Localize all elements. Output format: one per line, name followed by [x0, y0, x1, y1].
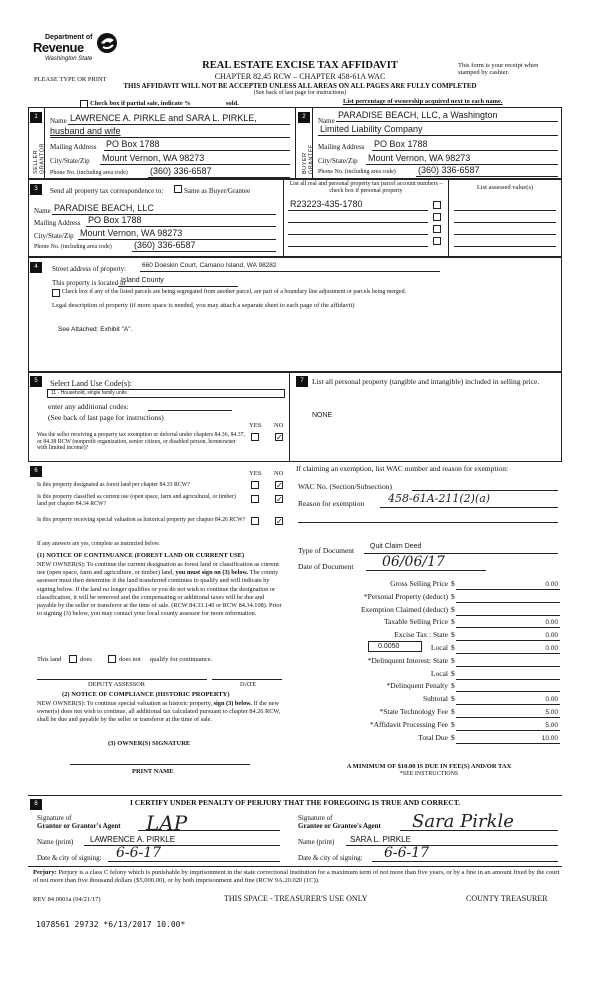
- tax-row: [298, 657, 560, 669]
- parcel-personal-checkbox-1[interactable]: [433, 201, 441, 209]
- parcel-number-1[interactable]: R23223-435-1780: [290, 199, 363, 209]
- dollar-sign: $: [451, 605, 455, 614]
- historic-yes-checkbox[interactable]: [251, 517, 259, 525]
- parcel-personal-checkbox-2[interactable]: [433, 213, 441, 221]
- tax-row-label: *State Technology Fee: [379, 707, 448, 716]
- tax-row: [298, 682, 560, 694]
- buyer-city[interactable]: Mount Vernon, WA 98273: [368, 153, 471, 163]
- tax-row-label: Total Due: [418, 733, 448, 742]
- local-rate[interactable]: 0.0050: [378, 643, 400, 650]
- tax-row: [298, 644, 560, 656]
- land-use-select[interactable]: 11 - Household, single family units: [47, 389, 285, 398]
- exemption-reason[interactable]: 458-61A-211(2)(a): [388, 492, 491, 505]
- personal-property-value[interactable]: NONE: [312, 412, 333, 419]
- dollar-sign: $: [451, 643, 455, 652]
- parcel-personal-checkbox-3[interactable]: [433, 225, 441, 233]
- tax-row-value[interactable]: 10.00: [541, 735, 558, 742]
- dollar-sign: $: [451, 733, 455, 742]
- form-notice: THIS AFFIDAVIT WILL NOT BE ACCEPTED UNLESS ALL AREAS ON ALL PAGES ARE FULLY COMPLETED: [123, 82, 477, 90]
- tax-row: [298, 618, 560, 630]
- buyer-phone[interactable]: (360) 336-6587: [418, 165, 480, 175]
- seller-name-2[interactable]: husband and wife: [50, 126, 121, 136]
- dollar-sign: $: [451, 630, 455, 639]
- dollar-sign: $: [451, 694, 455, 703]
- tax-row: [298, 593, 560, 605]
- tax-row-label: Excise Tax : State: [394, 630, 448, 639]
- seller-name-1[interactable]: LAWRENCE A. PIRKLE and SARA L. PIRKLE,: [70, 113, 257, 123]
- buyer-name-2[interactable]: Limited Liability Company: [320, 124, 423, 134]
- grantee-print-name[interactable]: SARA L. PIRKLE: [350, 835, 411, 844]
- dollar-sign: $: [451, 656, 455, 665]
- dor-logo: Department of Revenue Washington State: [33, 32, 128, 64]
- tax-row: [298, 631, 560, 643]
- affidavit-page: Department of Revenue Washington State REAL ESTATE EXCISE TAX AFFIDAVIT CHAPTER 82.45 RCW – CHAPTER 458-61A WAC THIS AFFIDAVIT WILL NOT BE ACCEPTED UNLESS ALL AREAS ON ALL PAGES ARE FULLY COMPLETED (See back of last page for instructions) PLEASE TYPE OR PRINT This form is your receipt when stamped by cashier. Check box if partial sale, indicate % sold. List percentage of ownership acquired next to each name. 1 SELLER GRANTOR Name LAWRENCE A. PIRKLE and SARA L. PIRKLE, husband and wife Mailing Address PO Box 1788 City/State/Zip Mount Vernon, WA 98273 Phone No. (including area code) (360) 336-6587 2 BUYER GRANTEE Name PARADISE BEACH, LLC, a Washington Limited Liability Company Mailing Address PO Box 1788 City/State/Zip Mount Vernon, WA 98273 Phone No. (including area code) (360) 336-6587 3 Send all property tax correspondence to: Same as Buyer/Grantee Name PARADISE BEACH, LLC Mailing Address PO Box 1788 City/State/Zip Mount Vernon, WA 98273 Phone No. (including area code) (360) 336-6587 List all real and personal property tax parcel account numbers – check box if personal property List assessed value(s) R23223-435-1780 4 Street address of property: 660 Doeskin Court, Camano Island, WA 98282 This property is located in Island County Check box if any of the listed parcels are being segregated from another parcel, are part of a boundary line adjustment or parcels being merged. Legal description of property (if more space is needed, you may attach a separate sheet to each page of the affidavit) See Attached: Exhibit "A". 5 Select Land Use Code(s): 11 - Household, single family units enter any additional codes: (See back of last page for instructions) YES NO Was the seller receiving a property tax exemption or deferral under chapters 84.36, 84.37, or 84.38 RCW (nonprofit organization, senior citizen, or disabled person, homeowner with limited income)? ✓ 7 List all personal property (tangible and intangible) included in selling price. NONE 6 YES NO Is this property designated as forest land per chapter 84.33 RCW? ✓ Is this property classified as current use (open space, farm and agricultural, or timber) land per chapter 84.34 RCW? ✓ Is this property receiving special valuation as historical property per chapter 84.26 RCW? ✓ If any answers are yes, complete as instructed below. (1) NOTICE OF CONTINUANCE (FOREST LAND OR CURRENT USE) NEW OWNER(S): To continue the current designation as forest land or classification as current use (open space, farm and agriculture, or timber) land, you must sign on (3) below. The county assessor must then determine if the land transferred continues to qualify and will indicate by signing below. If the land no longer qualifies or you do not wish to continue the designation or classification, it will be removed and the compensating or additional taxes will be due and payable by the seller or transferor at the time of sale. (RCW 84.33.140 or RCW 84.34.108). Prior to signing (3) below, you may contact your local county assessor for more information. This land does does not qualify for continuance. DEPUTY ASSESSOR DATE (2) NOTICE OF COMPLIANCE (HISTORIC PROPERTY) NEW OWNER(S): To continue special valuation as historic property, sign (3) below. If the new owner(s) does not wish to continue, all additional tax calculated pursuant to chapter 84.26 RCW, shall be due and payable by the seller or transferor at the time of sale. (3) OWNER(S) SIGNATURE PRINT NAME If claiming an exemption, list WAC number and reason for exemption: WAC No. (Section/Subsection) Reason for exemption 458-61A-211(2)(a) Type of Document Quit Claim Deed Date of Document 06/06/17 Gross Selling Price $ 0.00 *Personal Property (deduct) $ Exemption Claimed (deduct) $ Taxable Selling Price $ 0.00 Excise Tax : State $ 0.00 Local $ 0.00 *Delinquent Interest: State $ Local $ *Delinquent Penalty $ Subtotal $ 0.00 *State Technology Fee $ 5.00 *Affidavit Processing Fee $ 5.00 Total Due $ 10.00 0.0050 A MINIMUM OF $10.00 IS DUE IN FEE(S) AND/OR TAX *SEE INSTRUCTIONS 8 I CERTIFY UNDER PENALTY OF PERJURY THAT THE FOREGOING IS TRUE AND CORRECT. Signature of Grantor or Grantor's Agent LAP Name (print) LAWRENCE A. PIRKLE Date & city of signing: 6-6-17 Signature of Grantee or Grantee's Agent Sara Pirkle Name (print) SARA L. PIRKLE Date & city of signing: 6-6-17 Perjury: Perjury is a class C felony which is punishable by imprisonment in the state correctional institution for a maximum term of not more than five years, or by a fine in an amount fixed by the court of not more than five thousand dollars ($5,000.00), or by both imprisonment and fine (RCW 9A.20.020 (1C)). REV 84 0001a (04/21/17) THIS SPACE - TREASURER'S USE ONLY COUNTY TREASURER 1078561 29732 *6/13/2017 10.00*: [0, 0, 600, 988]
- dollar-sign: $: [451, 669, 455, 678]
- tax-row-label: *Personal Property (deduct): [363, 592, 448, 601]
- tax-row-value[interactable]: 5.00: [545, 709, 558, 716]
- tax-row-value[interactable]: 0.00: [545, 581, 558, 588]
- tax-row-value[interactable]: 0.00: [545, 619, 558, 626]
- tax-row-label: Local: [430, 643, 448, 652]
- perjury-notice: Perjury: Perjury is a class C felony which is punishable by imprisonment in the state correctional institution for a maximum term of not more than five years, or by a fine in an amount fixed by the court of not more than five thousand dollars ($5,000.00), or by both imprisonment and fine (RCW 9A.20.020 (1C)).: [33, 869, 560, 885]
- tax-row: [298, 708, 560, 720]
- tax-row-value[interactable]: 0.00: [545, 632, 558, 639]
- historic-no-checkbox[interactable]: ✓: [276, 517, 283, 526]
- tax-row-value[interactable]: 5.00: [545, 722, 558, 729]
- please-type: PLEASE TYPE OR PRINT: [34, 76, 107, 83]
- parcel-personal-checkbox-4[interactable]: [433, 237, 441, 245]
- cashier-stamp: 1078561 29732 *6/13/2017 10.00*: [36, 920, 186, 929]
- grantor-signature[interactable]: LAP: [146, 811, 188, 835]
- seller-phone[interactable]: (360) 336-6587: [150, 166, 212, 176]
- segregated-checkbox[interactable]: [52, 289, 60, 297]
- land-does-checkbox[interactable]: [69, 655, 77, 663]
- land-does-not-checkbox[interactable]: [108, 655, 116, 663]
- tax-row: [298, 695, 560, 707]
- dollar-sign: $: [451, 707, 455, 716]
- buyer-mail[interactable]: PO Box 1788: [374, 139, 428, 149]
- forest-no-checkbox[interactable]: ✓: [276, 481, 283, 490]
- form-chapter: CHAPTER 82.45 RCW – CHAPTER 458-61A WAC: [214, 72, 386, 81]
- dollar-sign: $: [451, 617, 455, 626]
- tax-row-label: Gross Selling Price: [390, 579, 448, 588]
- section-4-box: [28, 257, 562, 372]
- tax-row-label: Taxable Selling Price: [383, 617, 448, 626]
- current-use-yes-checkbox[interactable]: [251, 495, 259, 503]
- property-street[interactable]: 660 Doeskin Court, Camano Island, WA 98282: [142, 262, 277, 269]
- tax-row-label: *Delinquent Interest: State: [367, 656, 448, 665]
- grantor-print-name[interactable]: LAWRENCE A. PIRKLE: [90, 835, 176, 844]
- dor-logo-icon: [95, 32, 119, 54]
- seller-side-label: SELLER GRANTOR: [33, 143, 46, 174]
- document-type[interactable]: Quit Claim Deed: [370, 543, 422, 550]
- corr-mail[interactable]: PO Box 1788: [88, 215, 142, 225]
- buyer-name-1[interactable]: PARADISE BEACH, LLC, a Washington: [338, 110, 498, 120]
- tax-row-label: Subtotal: [422, 694, 448, 703]
- dollar-sign: $: [451, 681, 455, 690]
- forest-yes-checkbox[interactable]: [251, 481, 259, 489]
- grantor-date[interactable]: 6-6-17: [116, 845, 162, 861]
- tax-row-label: *Delinquent Penalty: [386, 681, 448, 690]
- tax-row-label: Local: [430, 669, 448, 678]
- tax-row-value[interactable]: 0.00: [545, 696, 558, 703]
- dollar-sign: $: [451, 579, 455, 588]
- tax-row: [298, 734, 560, 746]
- exemption-no-checkbox[interactable]: ✓: [276, 433, 283, 442]
- form-title: REAL ESTATE EXCISE TAX AFFIDAVIT: [202, 60, 398, 71]
- tax-row-label: *Affidavit Processing Fee: [369, 720, 448, 729]
- tax-row-value[interactable]: 0.00: [545, 645, 558, 652]
- current-use-no-checkbox[interactable]: ✓: [276, 495, 283, 504]
- tax-row: [298, 580, 560, 592]
- buyer-side-label: BUYER GRANTEE: [302, 143, 315, 174]
- receipt-note: This form is your receipt when stamped by cashier.: [458, 62, 539, 77]
- seller-city[interactable]: Mount Vernon, WA 98273: [102, 153, 205, 163]
- document-date[interactable]: 06/06/17: [382, 554, 445, 570]
- corr-name[interactable]: PARADISE BEACH, LLC: [54, 203, 154, 213]
- historic-text: NEW OWNER(S): To continue special valuation as historic property, sign (3) below. If the new owner(s) does not wish to continue, all additional tax calculated pursuant to chapter 84.26 RCW, shall be due and payable by the seller or transferor at the time of sale.: [37, 700, 281, 724]
- dollar-sign: $: [451, 592, 455, 601]
- tax-row: [298, 721, 560, 733]
- tax-row-label: Exemption Claimed (deduct): [360, 605, 448, 614]
- see-attached: See Attached: Exhibit "A".: [58, 326, 133, 333]
- exemption-yes-checkbox[interactable]: [251, 433, 259, 441]
- grantee-signature[interactable]: Sara Pirkle: [412, 811, 514, 832]
- instructions-note: (See back of last page for instructions): [253, 90, 347, 96]
- dollar-sign: $: [451, 720, 455, 729]
- corr-city[interactable]: Mount Vernon, WA 98273: [80, 228, 183, 238]
- corr-phone[interactable]: (360) 336-6587: [134, 240, 196, 250]
- same-as-buyer-checkbox[interactable]: [174, 185, 182, 193]
- seller-mail[interactable]: PO Box 1788: [106, 139, 160, 149]
- property-county[interactable]: Island County: [121, 277, 164, 284]
- grantee-date[interactable]: 6-6-17: [384, 845, 430, 861]
- continuance-text: NEW OWNER(S): To continue the current designation as forest land or classification as current use (open space, farm and agriculture, or timber) land, you must sign on (3) below. The county assessor must then determine if the land transferred continues to qualify and will indicate by signing below. If the land no longer qualifies or you do not wish to continue the designation or classification, it will be removed and the compensating or additional taxes will be due and payable by the seller or transferor at the time of sale. (RCW 84.33.140 or RCW 84.34.108). Prior to signing (3) below, you may contact your local county assessor for more information.: [37, 561, 282, 618]
